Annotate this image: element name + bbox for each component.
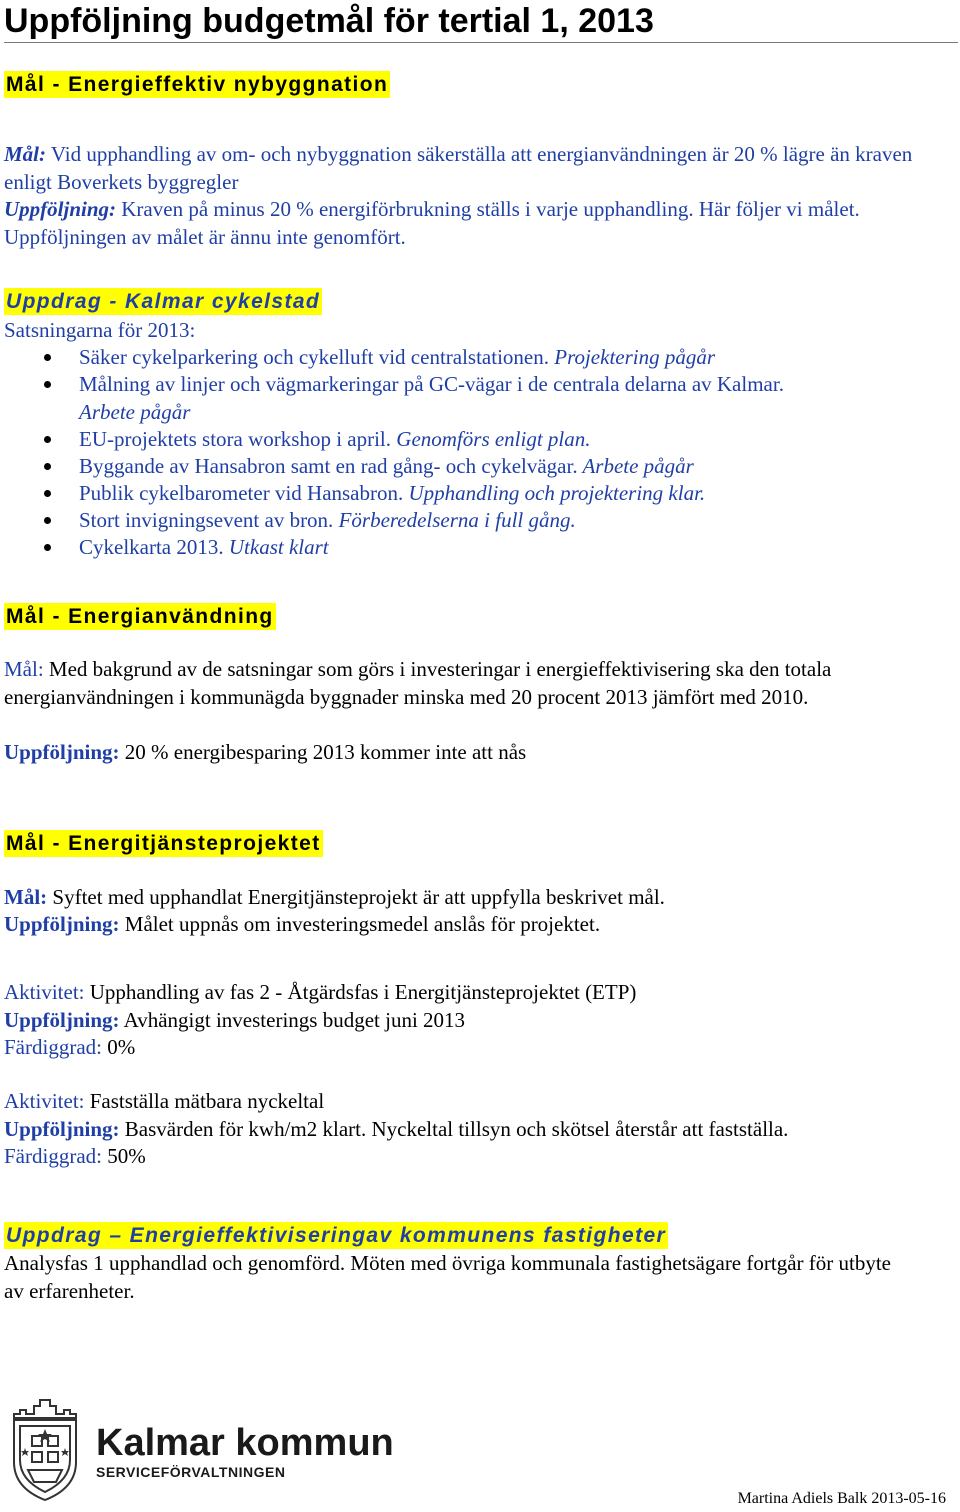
activity-2: Aktivitet: Fastställa mätbara nyckeltal Uppföljning: Basvärden för kwh/m2 klart. Nyckeltal tillsyn och skötsel återstår att fastställa. Färdiggrad: 50% <box>4 1089 789 1168</box>
uppfoljning-label: Uppföljning: <box>4 740 120 764</box>
s1-upp-text: Kraven på minus 20 % energiförbrukning ställs i varje upphandling. Här följer vi målet. Uppföljningen av målet är ännu inte genomfört. <box>4 197 860 249</box>
bullet-icon <box>44 490 51 497</box>
s1-mal-text: Vid upphandling av om- och nybyggnation säkerställa att energianvändningen är 20 % lägre än kraven enligt Boverkets byggregler <box>4 142 913 194</box>
fardiggrad-label: Färdiggrad: <box>4 1035 102 1059</box>
kalmar-kommun-logo <box>8 1396 394 1502</box>
heading-energieffektiv-nybyggnation: Mål - Energieffektiv nybyggnation <box>6 73 389 96</box>
s3-upp-paragraph <box>4 739 954 767</box>
uppfoljning-label: Uppföljning: <box>4 1007 120 1032</box>
mal-label: Mål: <box>4 142 46 166</box>
bullet-icon <box>44 544 51 551</box>
s3-mal-paragraph <box>4 656 954 711</box>
mal-label: Mål: <box>4 885 48 909</box>
bullet-icon <box>44 517 51 524</box>
s2-intro: Satsningarna för 2013: <box>4 318 196 342</box>
bullet-icon <box>44 381 51 388</box>
list-item: EU-projektets stora workshop i april. Genomförs enligt plan. <box>44 426 960 454</box>
list-item: Cykelkarta 2013. Utkast klart <box>44 534 960 562</box>
bullet-icon <box>44 354 51 361</box>
heading-energieffektivisering-fastigheter: Uppdrag – Energieffektiviseringav kommunens fastigheter <box>6 1224 667 1247</box>
list-item: Publik cykelbarometer vid Hansabron. Upphandling och projektering klar. <box>44 480 960 508</box>
logo-subtitle: SERVICEFÖRVALTNINGEN <box>96 1464 286 1480</box>
heading-energianvandning: Mål - Energianvändning <box>6 605 274 628</box>
list-item: Byggande av Hansabron samt en rad gång- och cykelvägar. Arbete pågår <box>44 453 960 481</box>
list-item: Målning av linjer och vägmarkeringar på GC-vägar i de centrala delarna av Kalmar. Arbete pågår <box>44 371 960 426</box>
s4-mal-text: Syftet med upphandlat Energitjänsteprojekt är att uppfylla beskrivet mål. <box>47 885 665 909</box>
s1-upp-paragraph <box>4 196 954 251</box>
page-title: Uppföljning budgetmål för tertial 1, 2013 <box>4 0 958 43</box>
coat-of-arms-icon <box>8 1396 82 1502</box>
uppfoljning-label: Uppföljning: <box>4 197 117 221</box>
s3-upp-text: 20 % energibesparing 2013 kommer inte att nås <box>119 740 527 764</box>
list-item: Stort invigningsevent av bron. Förberedelserna i full gång. <box>44 507 960 535</box>
s4-upp-text: Målet uppnås om investeringsmedel anslås för projektet. <box>119 912 601 936</box>
aktivitet-label: Aktivitet: <box>4 980 85 1004</box>
aktivitet-label: Aktivitet: <box>4 1089 85 1113</box>
s1-mal-paragraph <box>4 141 954 196</box>
s4-upp-paragraph <box>4 911 954 939</box>
bullet-icon <box>44 436 51 443</box>
s4-mal-paragraph <box>4 884 954 912</box>
uppfoljning-label: Uppföljning: <box>4 912 120 936</box>
s5-text: Analysfas 1 upphandlad och genomförd. Möten med övriga kommunala fastighetsägare fortgår för utbyte av erfarenheter. <box>4 1251 891 1303</box>
heading-kalmar-cykelstad: Uppdrag - Kalmar cykelstad <box>6 290 321 313</box>
heading-energitjansteprojektet: Mål - Energitjänsteprojektet <box>6 832 321 855</box>
activity-1: Aktivitet: Upphandling av fas 2 - Åtgärdsfas i Energitjänsteprojektet (ETP) Uppföljning: Avhängigt investerings budget juni 2013 Färdiggrad: 0% <box>4 980 637 1059</box>
list-item: Säker cykelparkering och cykelluft vid centralstationen. Projektering pågår <box>44 344 960 372</box>
bullet-icon <box>44 463 51 470</box>
mal-label: Mål: <box>4 657 44 681</box>
footer-author-date: Martina Adiels Balk 2013-05-16 <box>737 1490 946 1507</box>
uppfoljning-label: Uppföljning: <box>4 1116 120 1141</box>
s3-mal-text: Med bakgrund av de satsningar som görs i investeringar i energieffektivisering ska den totala energianvändningen i kommunägda byggnader minska med 20 procent 2013 jämfört med 2010. <box>4 657 832 709</box>
fardiggrad-label: Färdiggrad: <box>4 1144 102 1168</box>
logo-name: Kalmar kommun <box>96 1422 394 1464</box>
